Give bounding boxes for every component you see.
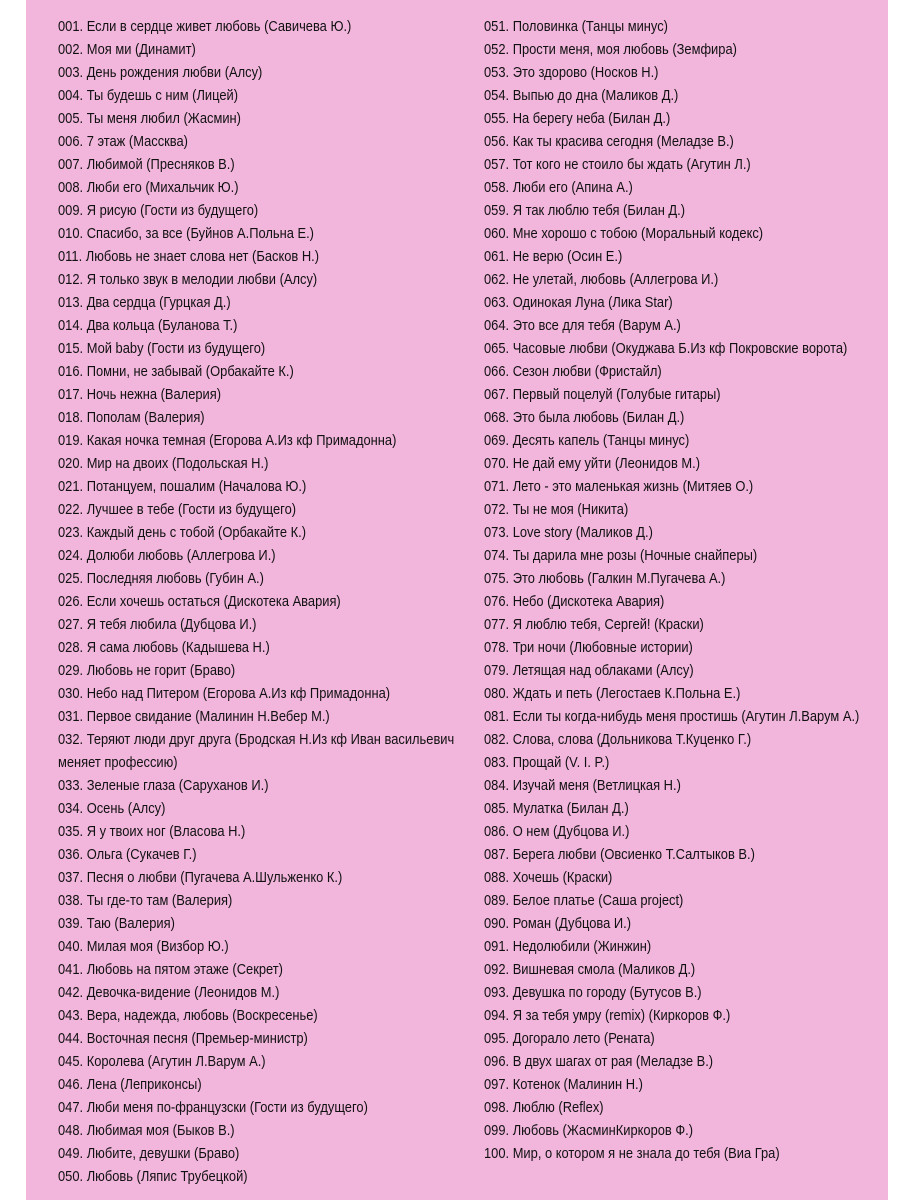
song-list-item: 003. День рождения любви (Алсу) <box>58 64 263 81</box>
song-list-item: 073. Love story (Маликов Д.) <box>484 524 653 541</box>
song-list-item: 014. Два кольца (Буланова Т.) <box>58 317 238 334</box>
song-list-item: 080. Ждать и петь (Легостаев К.Польна Е.) <box>484 685 741 702</box>
song-list-item: 037. Песня о любви (Пугачева А.Шульженко К.) <box>58 869 343 886</box>
song-list-item: 076. Небо (Дискотека Авария) <box>484 593 665 610</box>
song-list-item: 043. Вера, надежда, любовь (Воскресенье) <box>58 1007 318 1024</box>
song-list-item: 019. Какая ночка темная (Егорова А.Из кф Примадонна) <box>58 432 397 449</box>
song-list-item: 093. Девушка по городу (Бутусов В.) <box>484 984 702 1001</box>
song-list-item: 086. О нем (Дубцова И.) <box>484 823 630 840</box>
song-list-item: 018. Пополам (Валерия) <box>58 409 205 426</box>
song-list-item: 078. Три ночи (Любовные истории) <box>484 639 693 656</box>
song-list-item: 092. Вишневая смола (Маликов Д.) <box>484 961 696 978</box>
song-list-item: 062. Не улетай, любовь (Аллегрова И.) <box>484 271 719 288</box>
song-list-item: 045. Королева (Агутин Л.Варум А.) <box>58 1053 266 1070</box>
song-list-item: 088. Хочешь (Краски) <box>484 869 613 886</box>
song-list-item: 006. 7 этаж (Массква) <box>58 133 188 150</box>
song-list-item: 094. Я за тебя умру (remix) (Киркоров Ф.) <box>484 1007 731 1024</box>
song-list-item: 064. Это все для тебя (Варум А.) <box>484 317 681 334</box>
song-list-item: 009. Я рисую (Гости из будущего) <box>58 202 259 219</box>
song-list-item: 082. Слова, слова (Дольникова Т.Куценко Г.) <box>484 731 752 748</box>
song-list-item: 048. Любимая моя (Быков В.) <box>58 1122 235 1139</box>
song-list-item: 099. Любовь (ЖасминКиркоров Ф.) <box>484 1122 694 1139</box>
song-list-item: 010. Спасибо, за все (Буйнов А.Польна Е.) <box>58 225 314 242</box>
song-list-item: 004. Ты будешь с ним (Лицей) <box>58 87 239 104</box>
song-list-item: 032. Теряют люди друг друга (Бродская Н.Из кф Иван васильевич меняет профессию) <box>58 731 455 771</box>
song-list-item: 005. Ты меня любил (Жасмин) <box>58 110 241 127</box>
song-list-item: 053. Это здорово (Носков Н.) <box>484 64 659 81</box>
song-list-item: 021. Потанцуем, пошалим (Началова Ю.) <box>58 478 307 495</box>
song-list-item: 095. Догорало лето (Рената) <box>484 1030 655 1047</box>
song-list-item: 070. Не дай ему уйти (Леонидов М.) <box>484 455 701 472</box>
song-list-item: 081. Если ты когда-нибудь меня простишь (Агутин Л.Варум А.) <box>484 708 860 725</box>
song-list-item: 100. Мир, о котором я не знала до тебя (Виа Гра) <box>484 1145 780 1162</box>
song-list-item: 090. Роман (Дубцова И.) <box>484 915 631 932</box>
song-list-item: 091. Недолюбили (Жинжин) <box>484 938 652 955</box>
song-list-item: 022. Лучшее в тебе (Гости из будущего) <box>58 501 297 518</box>
song-list-item: 036. Ольга (Сукачев Г.) <box>58 846 197 863</box>
song-list-item: 017. Ночь нежна (Валерия) <box>58 386 222 403</box>
song-list-item: 098. Люблю (Reflex) <box>484 1099 604 1116</box>
song-list-item: 029. Любовь не горит (Браво) <box>58 662 236 679</box>
song-list-item: 066. Сезон любви (Фристайл) <box>484 363 662 380</box>
song-list-item: 052. Прости меня, моя любовь (Земфира) <box>484 41 737 58</box>
song-list-item: 023. Каждый день с тобой (Орбакайте К.) <box>58 524 307 541</box>
song-list-item: 030. Небо над Питером (Егорова А.Из кф Примадонна) <box>58 685 391 702</box>
song-list-item: 051. Половинка (Танцы минус) <box>484 18 668 35</box>
song-list-item: 028. Я сама любовь (Кадышева Н.) <box>58 639 270 656</box>
song-list-item: 097. Котенок (Малинин Н.) <box>484 1076 643 1093</box>
song-list-item: 083. Прощай (V. I. P.) <box>484 754 610 771</box>
song-list-item: 077. Я люблю тебя, Сергей! (Краски) <box>484 616 704 633</box>
song-list-item: 041. Любовь на пятом этаже (Секрет) <box>58 961 283 978</box>
song-list-item: 087. Берега любви (Овсиенко Т.Салтыков В.) <box>484 846 755 863</box>
song-list-item: 040. Милая моя (Визбор Ю.) <box>58 938 229 955</box>
song-list-item: 061. Не верю (Осин Е.) <box>484 248 623 265</box>
song-list-item: 096. В двух шагах от рая (Меладзе В.) <box>484 1053 714 1070</box>
song-list-item: 056. Как ты красива сегодня (Меладзе В.) <box>484 133 734 150</box>
song-list-item: 015. Мой baby (Гости из будущего) <box>58 340 266 357</box>
song-list-item: 024. Долюби любовь (Аллегрова И.) <box>58 547 276 564</box>
song-list-item: 001. Если в сердце живет любовь (Савичева Ю.) <box>58 18 352 35</box>
song-list-item: 071. Лето - это маленькая жизнь (Митяев О.) <box>484 478 754 495</box>
song-list-item: 049. Любите, девушки (Браво) <box>58 1145 240 1162</box>
song-list-item: 038. Ты где-то там (Валерия) <box>58 892 233 909</box>
song-list-item: 075. Это любовь (Галкин М.Пугачева А.) <box>484 570 726 587</box>
song-list-item: 012. Я только звук в мелодии любви (Алсу) <box>58 271 318 288</box>
song-list-right-column <box>484 15 884 1165</box>
song-list-item: 011. Любовь не знает слова нет (Басков Н.) <box>58 248 320 265</box>
song-list-item: 027. Я тебя любила (Дубцова И.) <box>58 616 257 633</box>
song-list-item: 059. Я так люблю тебя (Билан Д.) <box>484 202 686 219</box>
song-list-item: 025. Последняя любовь (Губин А.) <box>58 570 264 587</box>
song-list-item: 031. Первое свидание (Малинин Н.Вебер М.) <box>58 708 330 725</box>
song-list-item: 057. Тот кого не стоило бы ждать (Агутин Л.) <box>484 156 751 173</box>
song-list-item: 034. Осень (Алсу) <box>58 800 166 817</box>
song-list-item: 013. Два сердца (Гурцкая Д.) <box>58 294 231 311</box>
song-list-item: 085. Мулатка (Билан Д.) <box>484 800 629 817</box>
song-list-item: 063. Одинокая Луна (Лика Star) <box>484 294 673 311</box>
song-list-item: 065. Часовые любви (Окуджава Б.Из кф Покровские ворота) <box>484 340 848 357</box>
song-list-item: 047. Люби меня по-французски (Гости из будущего) <box>58 1099 368 1116</box>
song-list-item: 050. Любовь (Ляпис Трубецкой) <box>58 1168 248 1185</box>
song-list-item: 069. Десять капель (Танцы минус) <box>484 432 690 449</box>
song-list-item: 020. Мир на двоих (Подольская Н.) <box>58 455 269 472</box>
song-list-item: 033. Зеленые глаза (Саруханов И.) <box>58 777 269 794</box>
song-list-sheet <box>26 0 888 1200</box>
song-list-item: 042. Девочка-видение (Леонидов М.) <box>58 984 280 1001</box>
song-list-item: 079. Летящая над облаками (Алсу) <box>484 662 694 679</box>
song-list-item: 039. Таю (Валерия) <box>58 915 175 932</box>
song-list-item: 089. Белое платье (Саша project) <box>484 892 684 909</box>
song-list-item: 002. Моя ми (Динамит) <box>58 41 196 58</box>
song-list-item: 046. Лена (Леприконсы) <box>58 1076 202 1093</box>
song-list-item: 084. Изучай меня (Ветлицкая Н.) <box>484 777 681 794</box>
song-list-item: 067. Первый поцелуй (Голубые гитары) <box>484 386 721 403</box>
song-list-item: 060. Мне хорошо с тобою (Моральный кодекс) <box>484 225 764 242</box>
song-list-item: 058. Люби его (Апина А.) <box>484 179 633 196</box>
song-list-item: 068. Это была любовь (Билан Д.) <box>484 409 685 426</box>
song-list-item: 008. Люби его (Михальчик Ю.) <box>58 179 239 196</box>
song-list-item: 035. Я у твоих ног (Власова Н.) <box>58 823 246 840</box>
song-list-item: 074. Ты дарила мне розы (Ночные снайперы) <box>484 547 758 564</box>
song-list-item: 007. Любимой (Пресняков В.) <box>58 156 235 173</box>
song-list-item: 026. Если хочешь остаться (Дискотека Авария) <box>58 593 341 610</box>
song-list-item: 016. Помни, не забывай (Орбакайте К.) <box>58 363 294 380</box>
song-list-item: 044. Восточная песня (Премьер-министр) <box>58 1030 308 1047</box>
song-list-left-column <box>58 15 478 1188</box>
song-list-item: 054. Выпью до дна (Маликов Д.) <box>484 87 679 104</box>
song-list-item: 055. На берегу неба (Билан Д.) <box>484 110 671 127</box>
song-list-item: 072. Ты не моя (Никита) <box>484 501 629 518</box>
